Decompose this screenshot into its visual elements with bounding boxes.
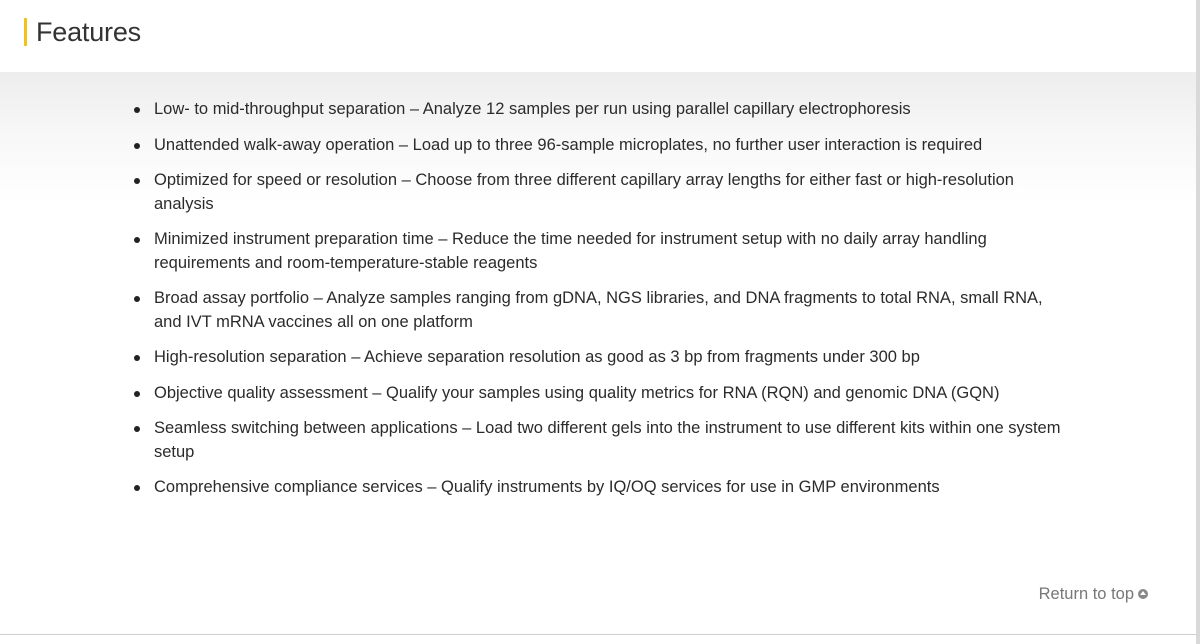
header-accent-bar <box>24 18 27 46</box>
bottom-divider <box>0 634 1196 635</box>
bullet-icon <box>134 143 140 149</box>
section-header <box>0 0 1196 72</box>
features-list <box>154 98 1074 512</box>
list-item <box>154 476 1074 500</box>
feature-text: High-resolution separation – Achieve separation resolution as good as 3 bp from fragments under 300 bp <box>154 348 920 366</box>
feature-text: Minimized instrument preparation time – Reduce the time needed for instrument setup with no daily array handling requirements and room-temperature-stable reagents <box>154 230 987 272</box>
list-item <box>154 98 1074 122</box>
section-title: Features <box>36 17 141 47</box>
feature-text: Comprehensive compliance services – Qualify instruments by IQ/OQ services for use in GMP environments <box>154 478 940 496</box>
list-item <box>154 287 1074 334</box>
feature-text: Low- to mid-throughput separation – Analyze 12 samples per run using parallel capillary electrophoresis <box>154 100 911 118</box>
list-item <box>154 382 1074 406</box>
bullet-icon <box>134 485 140 491</box>
bullet-icon <box>134 178 140 184</box>
feature-text: Broad assay portfolio – Analyze samples ranging from gDNA, NGS libraries, and DNA fragments to total RNA, small RNA, and IVT mRNA vaccines all on one platform <box>154 289 1043 331</box>
bullet-icon <box>134 237 140 243</box>
list-item <box>154 346 1074 370</box>
bullet-icon <box>134 391 140 397</box>
feature-text: Seamless switching between applications – Load two different gels into the instrument to use different kits within one system setup <box>154 419 1061 461</box>
scrollbar-edge <box>1196 0 1200 644</box>
bullet-icon <box>134 107 140 113</box>
arrow-up-circle-icon <box>1138 589 1148 599</box>
list-item <box>154 417 1074 464</box>
return-to-top-link[interactable] <box>1039 583 1148 605</box>
list-item <box>154 228 1074 275</box>
bullet-icon <box>134 426 140 432</box>
bullet-icon <box>134 355 140 361</box>
feature-text: Objective quality assessment – Qualify your samples using quality metrics for RNA (RQN) and genomic DNA (GQN) <box>154 383 1000 402</box>
bullet-icon <box>134 296 140 302</box>
feature-text: Optimized for speed or resolution – Choose from three different capillary array lengths for either fast or high-resolution analysis <box>154 171 1014 213</box>
features-panel <box>0 72 1196 634</box>
return-to-top-label: Return to top <box>1038 585 1134 603</box>
list-item <box>154 169 1074 216</box>
list-item <box>154 134 1074 158</box>
feature-text: Unattended walk-away operation – Load up to three 96-sample microplates, no further user interaction is required <box>154 135 983 154</box>
